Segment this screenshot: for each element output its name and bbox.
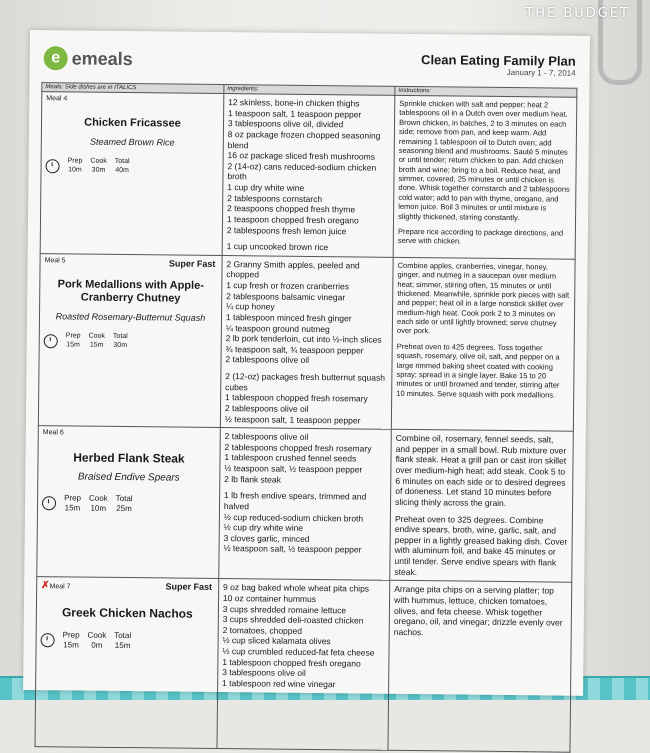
ingredient-line: 9 oz bag baked whole wheat pita chips xyxy=(223,582,370,594)
prep-time: Prep 15m xyxy=(65,332,81,349)
time-info xyxy=(42,494,215,516)
ingredients-cell xyxy=(217,579,390,751)
ingredient-line: ¼ cup honey xyxy=(225,301,275,312)
cook-time: Cook 15m xyxy=(88,332,105,349)
total-time: Total 30m xyxy=(112,333,128,350)
ingredient-line: ¾ teaspoon salt, ¾ teaspoon pepper xyxy=(225,343,364,356)
superfast-badge: Super Fast xyxy=(168,258,216,269)
time-info xyxy=(41,630,214,652)
cook-time: Cook 30m xyxy=(90,157,107,174)
ingredient-line: ¼ teaspoon ground nutmeg xyxy=(225,322,330,334)
ingredient-line: ½ cup crumbled reduced-fat feta cheese xyxy=(222,646,375,658)
meal-row xyxy=(35,577,572,753)
side-ingredient-line: 1 lb fresh endive spears, trimmed and halved xyxy=(223,490,367,512)
ingredient-line: 2 (14-oz) cans reduced-sodium chicken broth xyxy=(227,160,377,182)
instructions-main: Combine apples, cranberries, vinegar, honey, ginger, and nutmeg in a saucepan over medium heat; simmer, stirring often, 15 minutes or until thickened. Meanwhile, sprinkle pork pieces with salt and pepper; heat oil in a large nonstick skillet over medium-high heat. Cook pork 2 to 3 minutes on each side or until lightly browned; serve chutney over pork. xyxy=(396,260,570,336)
superfast-badge: Super Fast xyxy=(165,581,213,593)
meal-row xyxy=(40,92,577,259)
cook-time: Cook 10m xyxy=(88,494,108,514)
ingredient-line: 2 tablespoons cornstarch xyxy=(227,192,323,204)
meal-label: Meal 6 xyxy=(42,429,64,437)
ingredient-line: 1 tablespoon red wine vinegar xyxy=(222,677,336,690)
side-dish-name: Steamed Brown Rice xyxy=(89,136,175,148)
instructions-side: Prepare rice according to package directions, and serve with chicken. xyxy=(397,226,564,246)
meal-name: Herbed Flank Steak xyxy=(73,450,185,466)
ingredient-line: 2 tablespoons balsamic vinegar xyxy=(226,290,346,302)
ingredient-line: 3 cups shredded romaine lettuce xyxy=(222,603,347,615)
side-ingredient-line: ½ teaspoon salt, 1 teaspoon pepper xyxy=(224,413,361,425)
ingredient-line: 2 lb flank steak xyxy=(224,473,281,485)
side-dish-name xyxy=(41,626,214,628)
ingredient-line: 1 cup dry white wine xyxy=(227,182,305,193)
meal-label: ✗Meal 7 xyxy=(41,580,71,592)
instructions-side: Preheat oven to 325 degrees. Combine endive spears, broth, wine, garlic, salt, and pepper in a lightly greased baking dish. Cover with aluminum foil, and bake 45 minutes or until tender. Serve endive spears with flank steak. xyxy=(394,513,568,577)
clock-icon xyxy=(41,633,55,647)
clock-icon xyxy=(42,497,56,511)
instructions-side: Preheat oven to 425 degrees. Toss together squash, rosemary, olive oil, salt, and pepper on a large rimmed baking sheet coated with cooking spray; spread in a single layer. Bake 15 to 20 minutes or until browned and tender, stirring after 10 minutes. Serve squash with pork medallions. xyxy=(396,341,560,400)
meal-info-cell xyxy=(35,577,219,749)
total-time: Total 40m xyxy=(114,157,130,174)
ingredient-line: 16 oz package sliced fresh mushrooms xyxy=(227,150,376,162)
ingredient-line: 2 tablespoons olive oil xyxy=(225,354,310,366)
ingredient-line: 3 tablespoons olive oil xyxy=(222,667,306,679)
side-ingredient-line: 2 (12-oz) packages fresh butternut squash cubes xyxy=(225,371,386,392)
clock-icon xyxy=(46,159,60,173)
total-time: Total 15m xyxy=(114,630,132,650)
side-ingredient-line: 3 cloves garlic, minced xyxy=(223,532,310,544)
side-ingredient-line: ½ teaspoon salt, ½ teaspoon pepper xyxy=(223,543,362,555)
meal-label: Meal 4 xyxy=(46,95,68,103)
ingredients-cell xyxy=(222,94,395,258)
prep-time: Prep 15m xyxy=(64,493,82,513)
ingredient-line: 2 tablespoons olive oil xyxy=(224,431,309,443)
ingredient-line: 8 oz package frozen chopped seasoning blend xyxy=(227,128,381,150)
watermark: THE BUDGET xyxy=(525,6,630,21)
instructions-cell xyxy=(388,581,572,753)
time-info xyxy=(45,157,218,176)
instructions-cell xyxy=(390,429,573,582)
ingredient-line: 1 teaspoon chopped fresh oregano xyxy=(226,213,359,226)
plan-title: Clean Eating Family Plan xyxy=(421,52,576,69)
cook-time: Cook 0m xyxy=(87,630,107,650)
ingredient-line: 2 tablespoons fresh lemon juice xyxy=(226,224,347,236)
ingredient-line: 2 Granny Smith apples, peeled and chopped xyxy=(226,258,360,280)
meal-info-cell xyxy=(38,253,222,427)
ingredient-line: ½ cup sliced kalamata olives xyxy=(222,635,331,647)
ingredient-line: 1 tablespoon minced fresh ginger xyxy=(225,311,352,324)
ingredient-line: 1 tablespoon crushed fennel seeds xyxy=(224,452,357,464)
column-header-meals: Meals: Side dishes are in ITALICS xyxy=(42,83,224,94)
ingredients-cell xyxy=(219,428,392,581)
meal-table xyxy=(34,82,577,753)
logo-mark-icon: e xyxy=(44,46,68,70)
side-dish-name: Roasted Rosemary-Butternut Squash xyxy=(55,311,206,323)
prep-time: Prep 15m xyxy=(62,630,80,650)
prep-time: Prep 10m xyxy=(67,157,83,174)
plan-dates: January 1 - 7, 2014 xyxy=(506,67,576,78)
instructions-cell xyxy=(393,95,577,259)
ingredient-line: 3 tablespoons olive oil, divided xyxy=(227,118,344,130)
plan-info xyxy=(421,52,576,78)
meal-name: Greek Chicken Nachos xyxy=(61,605,193,621)
side-ingredient-line: 1 cup uncooked brown rice xyxy=(226,241,329,253)
instructions-main: Arrange pita chips on a serving platter; top with hummus, lettuce, chicken tomatoes, olives, and feta cheese. Whisk together oregano, oil, and vinegar; drizzle evenly over nachos. xyxy=(393,584,563,637)
column-header-ingredients: Ingredients: xyxy=(224,85,395,96)
ingredient-line: 2 tablespoons chopped fresh rosemary xyxy=(224,441,372,454)
ingredient-line: 1 teaspoon salt, 1 teaspoon pepper xyxy=(227,107,362,120)
side-ingredient-line: ½ cup reduced-sodium chicken broth xyxy=(223,511,364,524)
ingredient-line: 2 tomatoes, chopped xyxy=(222,624,303,636)
meal-label: Meal 5 xyxy=(44,256,66,265)
ingredient-line: 2 lb pork tenderloin, cut into ½-inch slices xyxy=(225,333,382,345)
x-mark-icon: ✗ xyxy=(41,580,50,592)
instructions-main: Sprinkle chicken with salt and pepper; heat 2 tablespoons oil in a Dutch oven over medium heat. Brown chicken, in batches, 2 to 3 minutes on each side; remove from pan, and keep warm. Add remaining 1 tablespoon oil to Dutch oven; add seasoning blend and mushrooms. Sauté 5 minutes or until tender; return chicken to pan. Add chicken broth and wine; bring to a boil. Reduce heat, and simmer, covered, 25 minutes or until chicken is done. Whisk together cornstarch and 2 tablespoons cold water; add to pan with thyme, oregano, and lemon juice. Boil 3 minutes or until mixture is slightly thickened, stirring constantly. xyxy=(398,98,570,222)
ingredient-line: ½ teaspoon salt, ½ teaspoon pepper xyxy=(224,463,363,475)
side-ingredient-line: ½ cup dry white wine xyxy=(223,522,304,534)
ingredient-line: 1 tablespoon chopped fresh oregano xyxy=(222,656,361,669)
clock-icon xyxy=(44,334,58,348)
ingredient-line: 12 skinless, bone-in chicken thighs xyxy=(228,97,360,109)
ingredient-line: 2 teaspoons chopped fresh thyme xyxy=(226,203,356,215)
meal-name: Pork Medallions with Apple-Cranberry Chutney xyxy=(57,277,204,305)
meal-info-cell xyxy=(40,92,224,256)
side-dish-name: Braised Endive Spears xyxy=(77,471,180,484)
meal-row xyxy=(37,426,574,583)
meal-info-cell xyxy=(37,426,220,579)
logo-text: emeals xyxy=(71,47,133,69)
ingredient-line: 3 cups shredded deli-roasted chicken xyxy=(222,614,364,626)
side-ingredient-line: 1 tablespoon chopped fresh rosemary xyxy=(225,392,368,404)
total-time: Total 25m xyxy=(115,494,133,514)
meal-name: Chicken Fricassee xyxy=(84,116,181,130)
meal-row xyxy=(38,253,575,431)
emeals-logo xyxy=(44,46,133,71)
instructions-main: Combine oil, rosemary, fennel seeds, salt, and pepper in a small bowl. Rub mixture over flank steak. Heat a grill pan or cast iron skillet over medium-high heat; add steak. Cook 5 to 6 minutes on each side or to desired degrees of doneness. Let stand 10 minutes before slicing thinly across the grain. xyxy=(395,432,567,508)
meal-plan-page xyxy=(23,30,590,696)
time-info xyxy=(44,332,217,351)
ingredients-cell xyxy=(220,255,393,429)
ingredient-line: 1 cup fresh or frozen cranberries xyxy=(226,280,350,292)
column-header-instructions: Instructions: xyxy=(395,86,577,97)
instructions-cell xyxy=(391,257,575,431)
side-ingredient-line: 2 tablespoons olive oil xyxy=(224,402,309,414)
ingredient-line: 10 oz container hummus xyxy=(222,592,317,604)
